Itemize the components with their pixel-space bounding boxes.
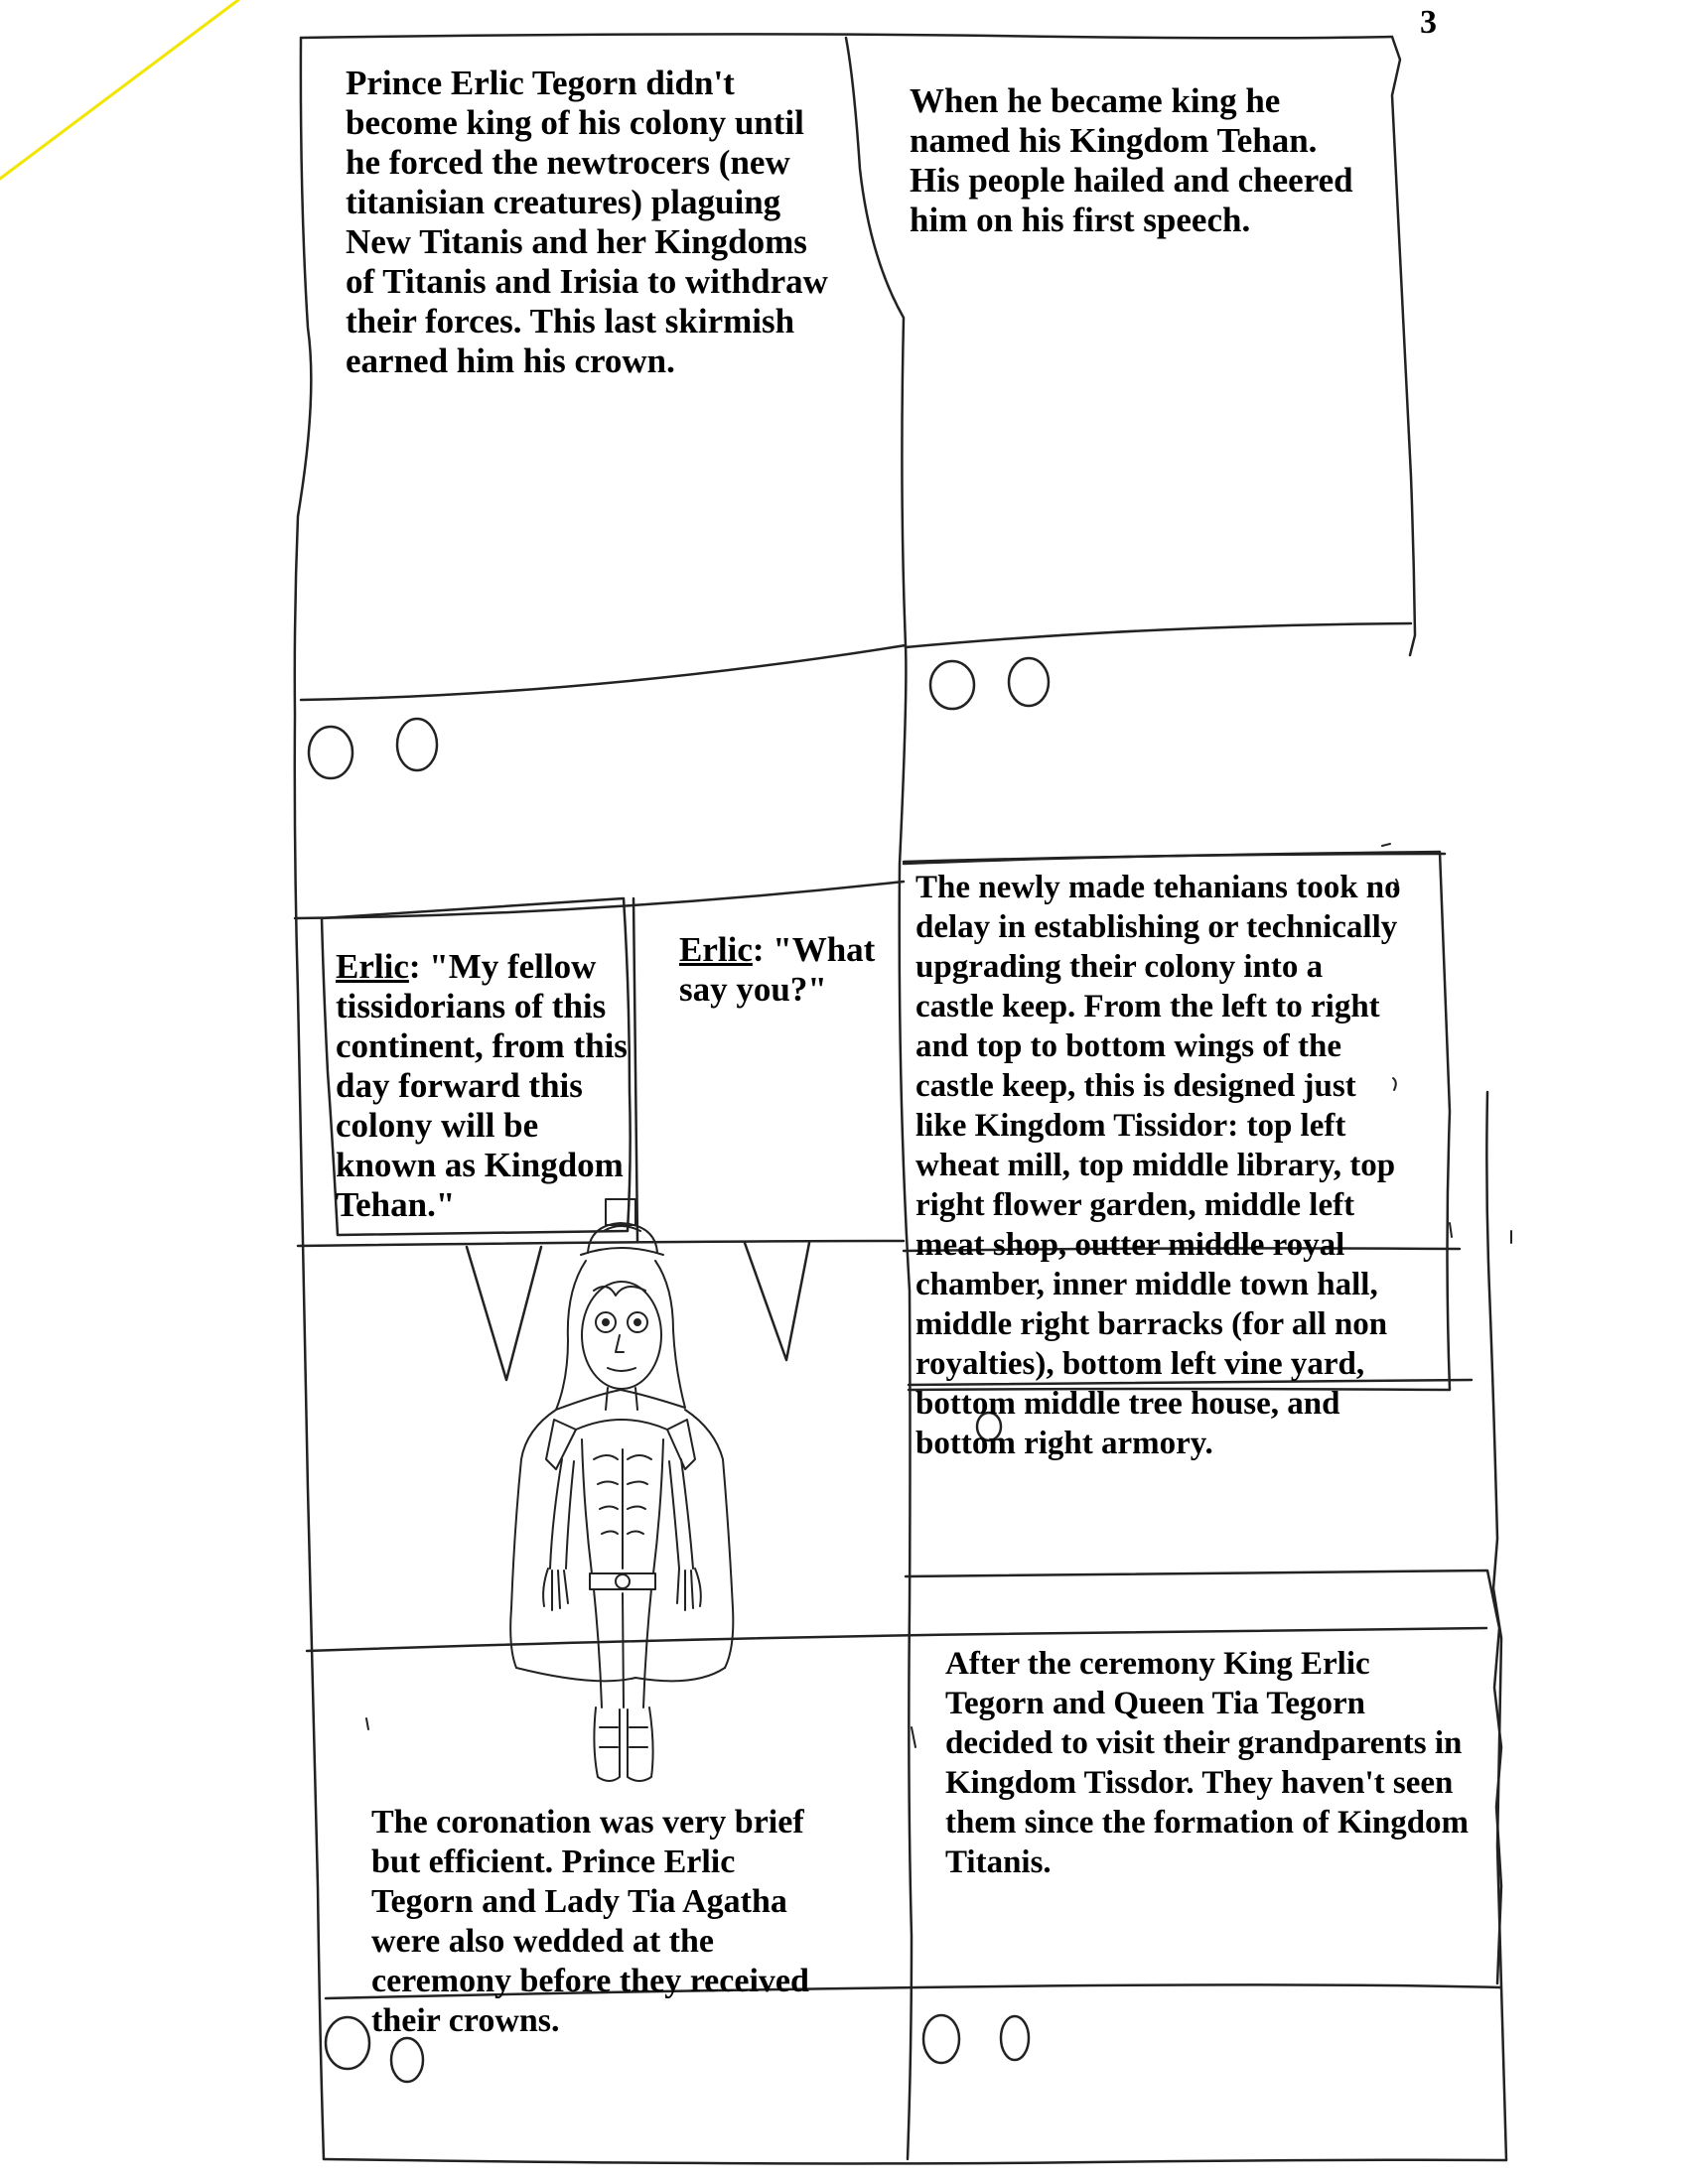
panel-5-caption: The newly made tehanians took no delay in establishing or technically upgrading their colony into a castle keep. From the left to right and top to bottom wings of the castle keep, this is designed just like Kingdom Tissidor: top left wheat mill, top middle library, top right flower garden, middle left meat shop, outter middle royal chamber, inner middle town hall, middle right barracks (for all non royalties), bottom left vine yard, bottom middle tree house, and bottom right armory. xyxy=(915,870,1401,1461)
panel-2-caption: When he became king he named his Kingdom Tehan. His people hailed and cheered him on his first speech. xyxy=(910,81,1353,239)
panel-1-caption: Prince Erlic Tegorn didn't become king of his colony until he forced the newtrocers (new titanisian creatures) plaguing New Titanis and her Kingdoms of Titanis and Irisia to withdraw their forces. This last skirmish earned him his crown. xyxy=(346,64,828,380)
panel-3-speaker: Erlic xyxy=(336,947,409,986)
panel-3-speech xyxy=(336,947,628,1225)
panel-7-caption: The coronation was very brief but efficient. Prince Erlic Tegorn and Lady Tia Agatha were also wedded at the ceremony before they received their crowns. xyxy=(371,1804,809,2039)
panel-4-speech xyxy=(679,930,875,1010)
balloon-tails xyxy=(467,1243,809,1380)
page-number: 3 xyxy=(1420,4,1437,41)
yellow-accent-line xyxy=(0,0,238,179)
king-erlic-figure xyxy=(510,1199,733,1781)
panel-6-caption: After the ceremony King Erlic Tegorn and Queen Tia Tegorn decided to visit their grandparents in Kingdom Tissdor. They haven't seen them since the formation of Kingdom Titanis. xyxy=(945,1646,1470,1880)
panel-4-speaker: Erlic xyxy=(679,930,753,969)
panel-4-speech-text: : "What say you?" xyxy=(679,930,876,1009)
center-divider xyxy=(846,38,912,2159)
panel-3-speech-text: : "My fellow tissidorians of this continent, from this day forward this colony will be known as Kingdom Tehan." xyxy=(336,947,628,1224)
